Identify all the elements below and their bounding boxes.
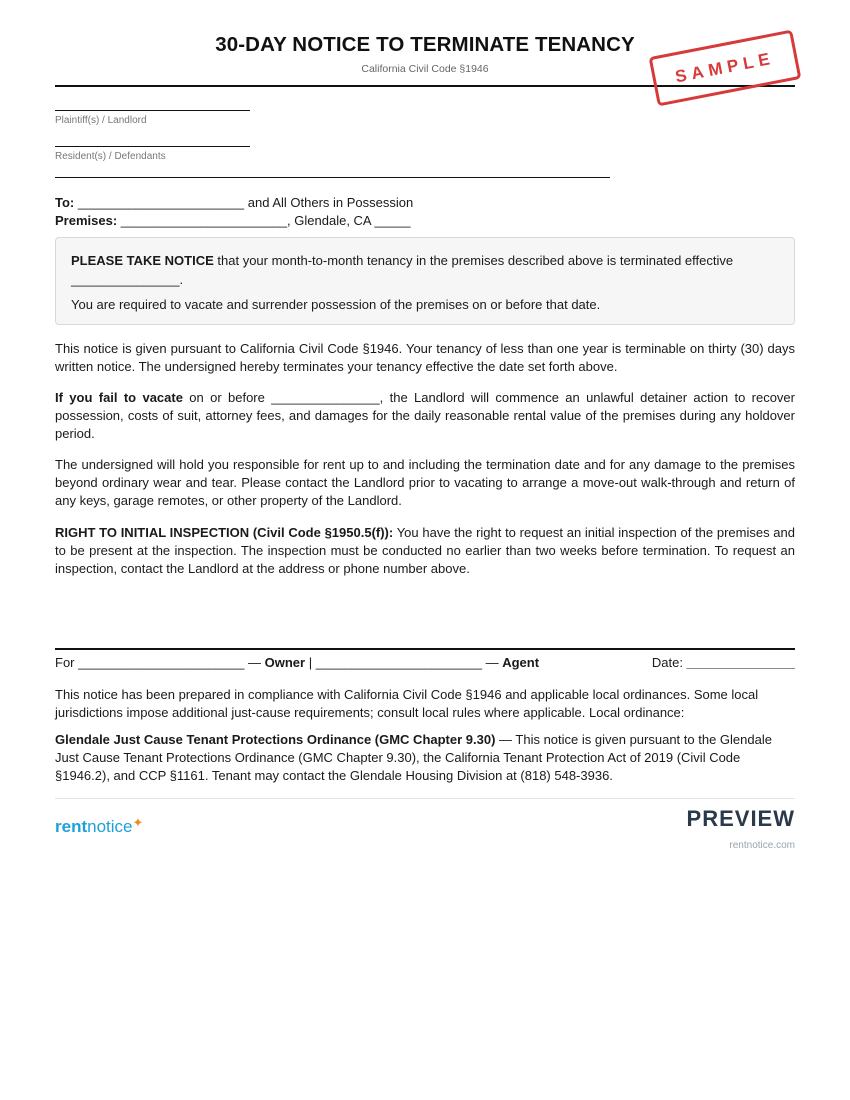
date-label: Date:	[651, 655, 687, 670]
caption-divider	[55, 177, 610, 178]
paragraph-pursuant: This notice is given pursuant to California Civil Code §1946. Your tenancy of less than one year is terminable on thirty (30) days written notice. The undersigned hereby terminates your tenancy effective the date set forth above.	[55, 341, 795, 374]
signature-row	[55, 654, 795, 672]
logo-rent: rent	[55, 817, 88, 836]
premises-field	[55, 212, 411, 230]
resident-label: Resident(s) / Defendants	[55, 151, 166, 162]
notice-statement	[71, 251, 771, 289]
premises-value: _______________________, Glendale, CA _____	[117, 213, 411, 228]
to-value: _______________________ and All Others in Possession	[74, 195, 414, 210]
ordinance-lead: Glendale Just Cause Tenant Protections Ordinance (GMC Chapter 9.30)	[55, 732, 496, 747]
signature-divider	[55, 648, 795, 650]
plaintiff-line	[55, 110, 250, 111]
ordinance-paragraph	[55, 731, 795, 785]
document-title: 30-DAY NOTICE TO TERMINATE TENANCY	[215, 33, 635, 56]
notice-text: that your month-to-month tenancy in the premises described above is terminated effective _______________.	[71, 253, 734, 287]
to-label: To:	[55, 195, 75, 210]
footer-divider	[55, 798, 795, 799]
for-prefix: For _______________________ —	[55, 655, 265, 670]
paragraph-inspection	[55, 524, 795, 578]
preview-watermark: PREVIEW	[686, 806, 795, 831]
notice-box	[55, 237, 795, 325]
fail-to-vacate-text: on or before _______________, the Landlord will commence an unlawful detainer action to recover possession, costs of suit, attorney fees, and damages for the daily reasonable rental value of the premises during any holdover period.	[55, 390, 795, 441]
premises-label: Premises:	[55, 213, 118, 228]
owner-label: Owner	[264, 655, 306, 670]
logo-notice: notice	[87, 817, 133, 836]
paragraph-responsibility: The undersigned will hold you responsible for rent up to and including the termination date and for any damage to the premises beyond ordinary wear and tear. Please contact the Landlord prior to vacating to arrange a move-out walk-through and return of any keys, garage remotes, or other property of the Landlord.	[55, 457, 795, 508]
plaintiff-label: Plaintiff(s) / Landlord	[55, 115, 147, 126]
for-mid: | _______________________ —	[305, 655, 503, 670]
fail-to-vacate-lead: If you fail to vacate	[55, 390, 183, 405]
ordinance-text: — This notice is given pursuant to the Glendale Just Cause Tenant Protections Ordinance (GMC Chapter 9.30), the California Tenant Protection Act of 2019 (Civil Code §1946.2), and CCP §1161. Tenant may contact the Glendale Housing Division at (818) 548-3936.	[55, 732, 772, 783]
to-field	[55, 194, 413, 212]
sample-stamp-text: SAMPLE	[673, 48, 777, 87]
rentnotice-logo	[55, 817, 143, 837]
resident-line	[55, 146, 250, 147]
agent-label: Agent	[502, 655, 540, 670]
inspection-lead: RIGHT TO INITIAL INSPECTION (Civil Code §1950.5(f)):	[55, 525, 394, 540]
vacate-statement: You are required to vacate and surrender possession of the premises on or before that date.	[71, 297, 601, 312]
inspection-text: You have the right to request an initial inspection of the premises and to be present at the inspection. The inspection must be conducted no earlier than two weeks before termination. To request an inspection, contact the Landlord at the address or phone number above.	[55, 525, 796, 576]
date-field	[652, 654, 795, 672]
document-subtitle: California Civil Code §1946	[361, 63, 489, 75]
sparkle-icon: ✦	[132, 815, 144, 830]
notice-lead: PLEASE TAKE NOTICE	[71, 253, 214, 268]
site-url: rentnotice.com	[729, 840, 795, 851]
paragraph-fail-to-vacate	[55, 389, 795, 443]
date-blank: _______________	[686, 655, 795, 670]
compliance-paragraph: This notice has been prepared in compliance with California Civil Code §1946 and applicable local ordinances. Some local jurisdictions impose additional just-cause requirements; consult local rules where applicable. Local ordinance:	[55, 687, 759, 720]
